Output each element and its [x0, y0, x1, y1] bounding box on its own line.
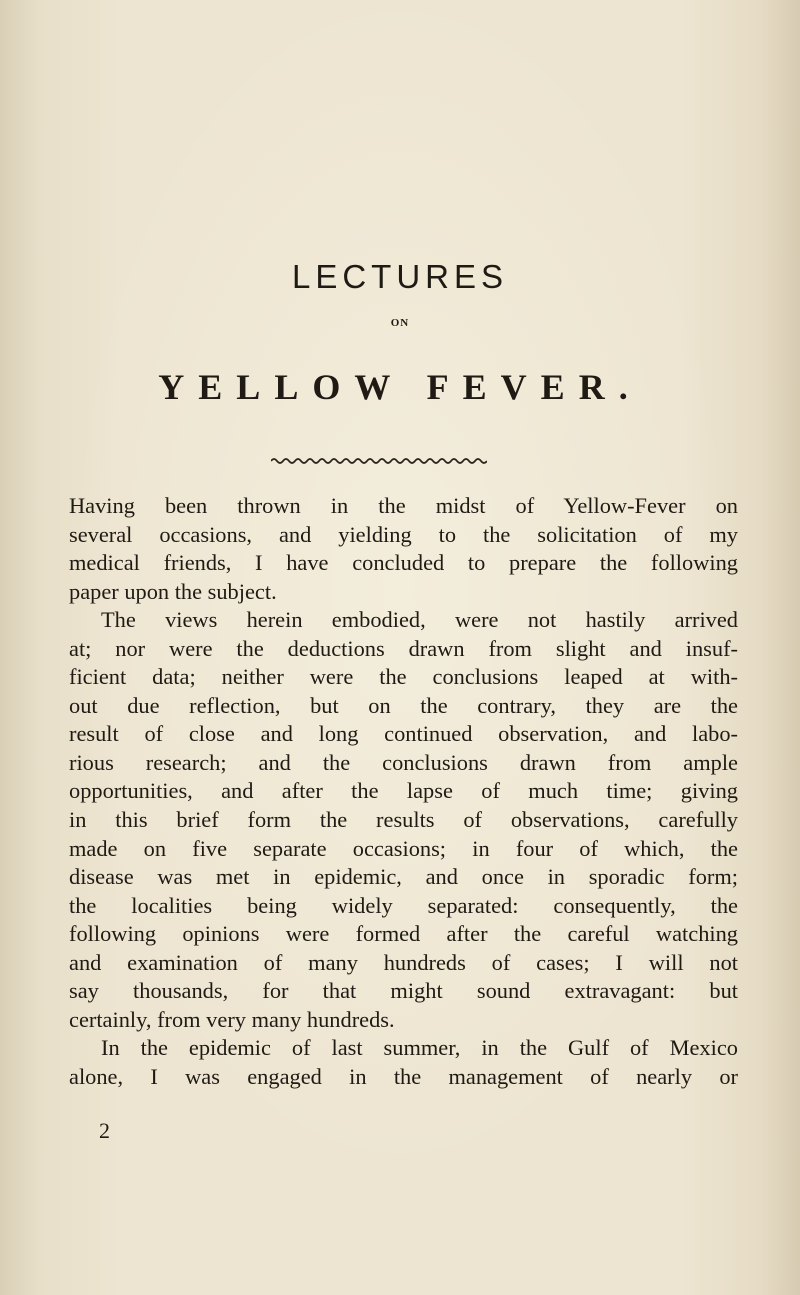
text-line: following opinions were formed after the careful watching	[69, 921, 738, 947]
decorative-wavy-rule	[271, 456, 487, 466]
title-lectures: LECTURES	[291, 258, 509, 295]
text-line: Having been thrown in the midst of Yellow-Fever on	[69, 493, 738, 518]
text-line: The views herein embodied, were not hastily arrived	[101, 607, 738, 633]
text-line: in this brief form the results of observations, carefully	[69, 807, 738, 833]
body-text	[69, 492, 738, 1091]
text-line: the localities being widely separated: consequently, the	[69, 892, 738, 918]
text-line: alone, I was engaged in the management of nearly or	[69, 1063, 738, 1089]
text-line: opportunities, and after the lapse of much time; giving	[69, 778, 738, 804]
text-line: paper upon the subject.	[69, 578, 277, 604]
page-number: 2	[99, 1118, 110, 1143]
text-line: In the epidemic of last summer, in the Gulf of Mexico	[101, 1035, 738, 1061]
text-line: result of close and long continued observation, and labo-	[69, 721, 738, 747]
text-line: at; nor were the deductions drawn from slight and insuf-	[69, 635, 738, 661]
text-line: disease was met in epidemic, and once in sporadic form;	[69, 864, 738, 890]
title-on: ON	[390, 317, 410, 329]
text-line: say thousands, for that might sound extravagant: but	[69, 978, 738, 1004]
text-line: ficient data; neither were the conclusions leaped at with-	[69, 664, 738, 690]
text-line: made on five separate occasions; in four of which, the	[69, 835, 738, 861]
text-line: and examination of many hundreds of cases; I will not	[69, 949, 738, 975]
text-line: out due reflection, but on the contrary, they are the	[69, 692, 738, 718]
text-line: certainly, from very many hundreds.	[69, 1006, 395, 1032]
text-line: medical friends, I have concluded to prepare the following	[69, 550, 738, 576]
title-yellow-fever: YELLOW FEVER.	[158, 367, 642, 407]
text-line: several occasions, and yielding to the solicitation of my	[69, 521, 738, 547]
text-line: rious research; and the conclusions drawn from ample	[69, 749, 738, 775]
